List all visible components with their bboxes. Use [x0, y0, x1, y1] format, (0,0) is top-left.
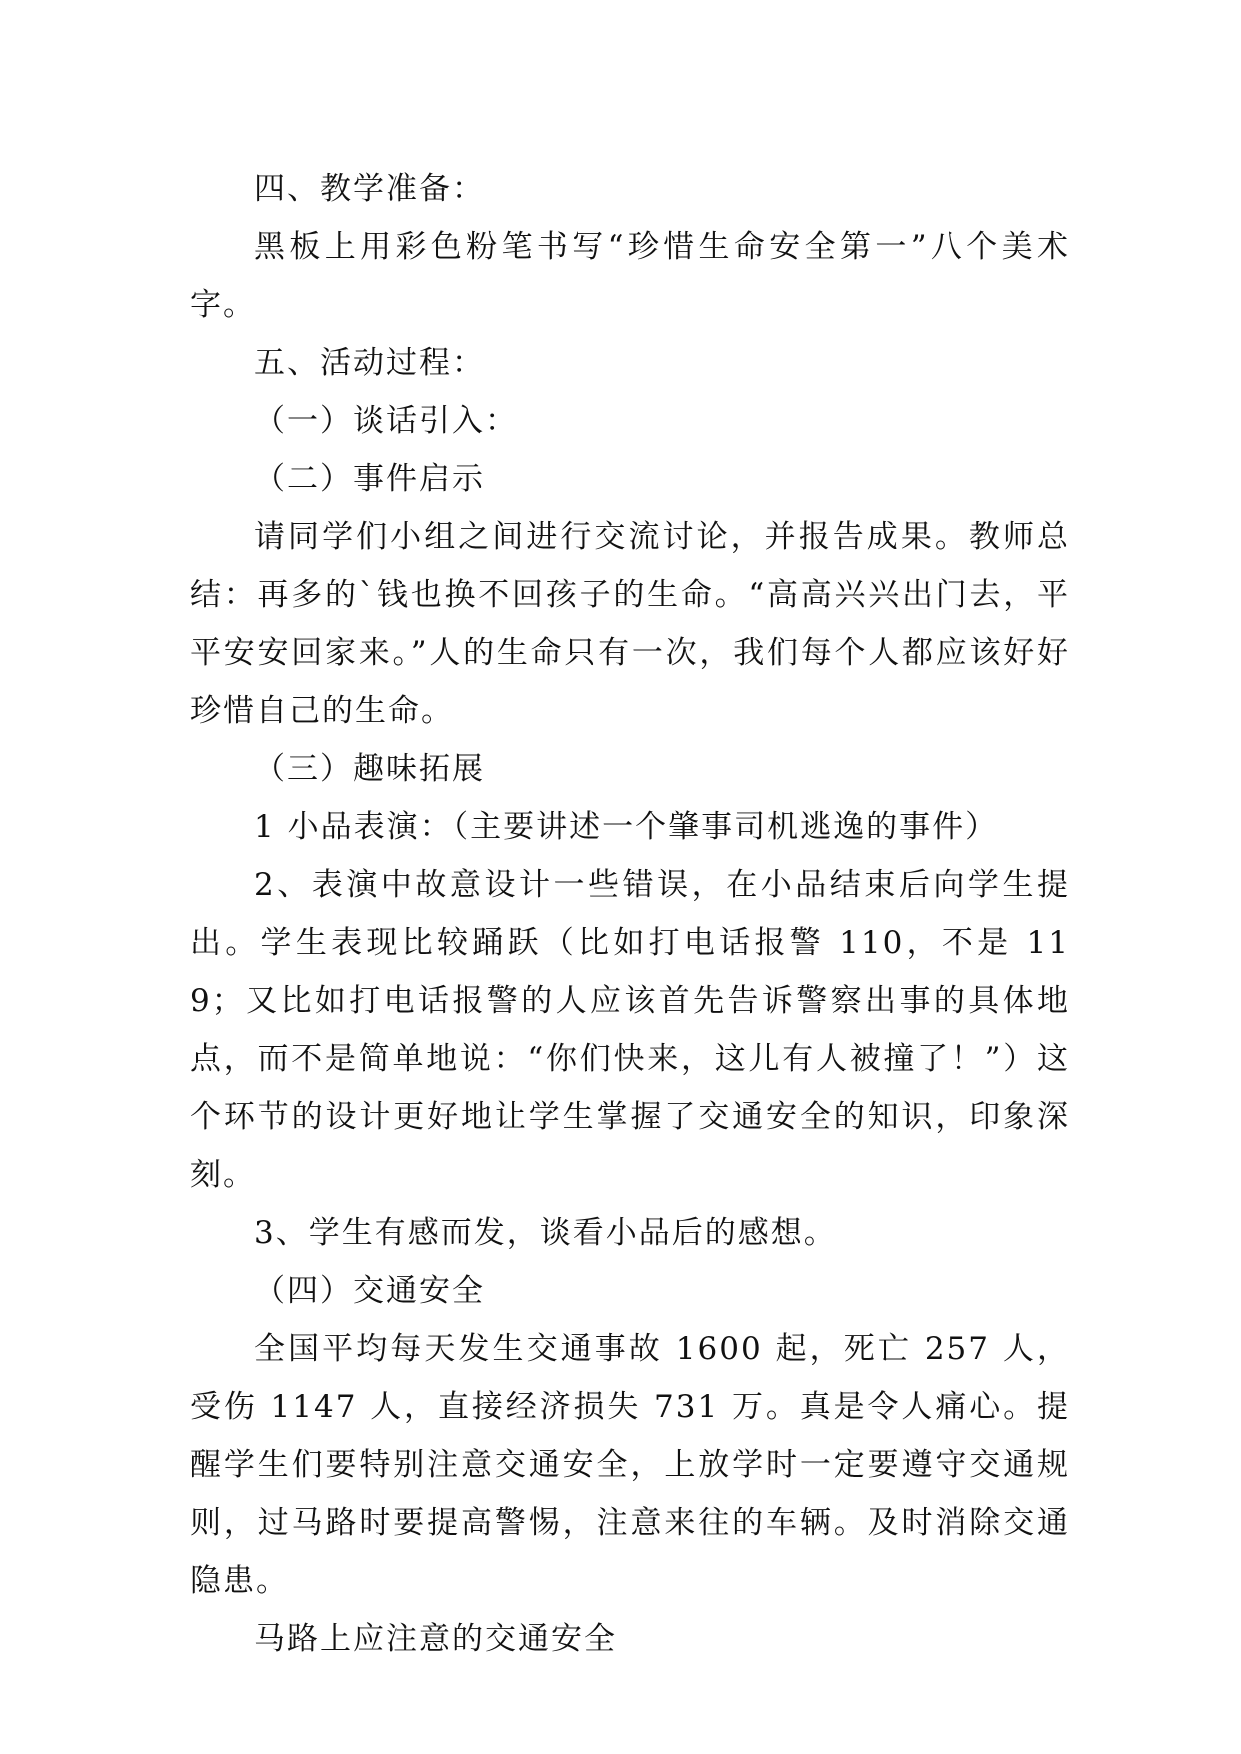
subheading-intro: （一）谈话引入： — [254, 403, 518, 439]
paragraph-reflection: 3、学生有感而发，谈看小品后的感想。 — [254, 1215, 837, 1251]
heading-activity-process: 五、活动过程： — [254, 345, 485, 381]
paragraph-road-safety: 马路上应注意的交通安全 — [254, 1621, 617, 1657]
document-page — [190, 160, 1070, 1668]
paragraph-discussion: 请同学们小组之间进行交流讨论，并报告成果。教师总结：再多的`钱也换不回孩子的生命。“高高兴兴出门去，平平安安回家来。”人的生命只有一次，我们每个人都应该好好珍惜自己的生命。 — [190, 519, 1070, 729]
heading-teaching-preparation: 四、教学准备： — [254, 171, 485, 207]
paragraph-skit: 1 小品表演：（主要讲述一个肇事司机逃逸的事件） — [254, 809, 999, 845]
paragraph-statistics: 全国平均每天发生交通事故 1600 起，死亡 257 人，受伤 1147 人，直接经济损失 731 万。真是令人痛心。提醒学生们要特别注意交通安全，上放学时一定要遵守交通规则，过马路时要提高警惕，注意来往的车辆。及时消除交通隐患。 — [190, 1331, 1070, 1599]
subheading-extension: （三）趣味拓展 — [254, 751, 485, 787]
subheading-traffic-safety: （四）交通安全 — [254, 1273, 485, 1309]
paragraph-blackboard: 黑板上用彩色粉笔书写“珍惜生命安全第一”八个美术字。 — [190, 229, 1070, 323]
subheading-event: （二）事件启示 — [254, 461, 485, 497]
paragraph-skit-errors: 2、表演中故意设计一些错误，在小品结束后向学生提出。学生表现比较踊跃（比如打电话报警 110，不是 119；又比如打电话报警的人应该首先告诉警察出事的具体地点，而不是简单地说：“你们快来，这儿有人被撞了！”）这个环节的设计更好地让学生掌握了交通安全的知识，印象深刻。 — [190, 867, 1070, 1193]
